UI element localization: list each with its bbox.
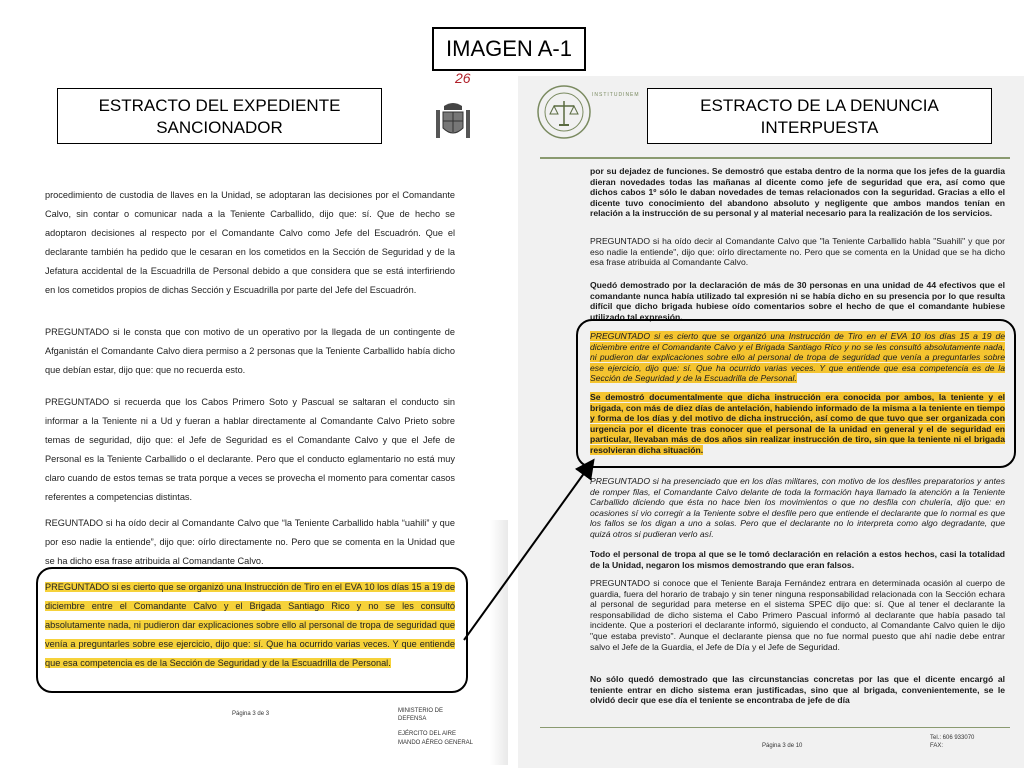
left-footer-army: EJÉRCITO DEL AIRE bbox=[398, 731, 457, 737]
left-paragraph-2: PREGUNTADO si le consta que con motivo de un operativo por la llegada de un contingente de Afganistán el Comandante Calvo diera permiso a 2 personas que la Teniente Carballido había dicho que debían estar, dijo que: que no recuerda esto. bbox=[45, 327, 455, 375]
right-paragraph-2: PREGUNTADO si ha oído decir al Comandante Calvo que "la Teniente Carballido habla "Suahili" y que por eso nadie la entiende", dijo que: oírlo directamente no. Pero que se comenta en la Unidad que se ha dicho esa frase atribuida al Comandante Calvo. bbox=[590, 236, 1005, 268]
right-paragraph-8: PREGUNTADO si conoce que el Teniente Baraja Fernández entrara en determinada ocasión al cuerpo de guardia, fuera del horario de trabajo y sin tener ninguna responsabilidad relacionada con la Sección echara al personal de seguridad para meterse en el sistema SPEC dijo que: sí. Que al tener el declarante la responsabilidad de dicho sistema el Cabo Primero Pascual informó al declarante que había pasado tal incidente. Que a posteriori el declarante informó, siguiendo el conducto, al Comandante Calvo quien le dijo "que estaba previsto". Aunque el declarante piensa que no fue normal puesto que ahí nadie debe entrar salvo el Jefe de la Guardia, el Jefe de Día y el Jefe de Seguridad. bbox=[590, 578, 1005, 652]
right-highlighted-question: PREGUNTADO si es cierto que se organizó una Instrucción de Tiro en el EVA 10 los días 15 a 19 de diciembre entre el Comandante Calvo y el Brigada Santiago Rico y no se les consultó absolutamente nada, ni pudieron dar explicaciones sobre ello al personal de tropa de seguridad que venía a preguntarles sobre ese ejercicio, dijo que: sí. Que ha ocurrido varias veces. Y que entiende que esa competencia es de la Sección de Seguridad y de la Escuadrilla de Personal. bbox=[590, 331, 1005, 384]
right-page-label: Página 3 de 10 bbox=[762, 743, 803, 749]
right-paragraph-9: No sólo quedó demostrado que las circunstancias concretas por las que el dicente encargó al teniente entrar en dicho sistema eran justificadas, sino que al brigada, convenientemente, se le olvidó decir que ese día el teniente se encontraba de jefe de día bbox=[590, 674, 1005, 706]
right-paragraph-3: Quedó demostrado por la declaración de más de 30 personas en una unidad de 44 efectivos que el comandante nunca había utilizado tal expresión ni se había dicho en su presencia por lo que resulta difícil que dicho brigada hubiese oído comentarios sobre el hecho de que el comandante hubiese utilizado tal expresión. bbox=[590, 280, 1005, 322]
left-footer-command: MANDO AÉREO GENERAL bbox=[398, 740, 474, 746]
logo-text: INSTITUDINEM bbox=[592, 92, 640, 98]
right-paragraph-7: Todo el personal de tropa al que se le tomó declaración en relación a estos hechos, casi la totalidad de la Unidad, negaron los mismos demostrando que eran falsos. bbox=[590, 549, 1005, 570]
right-title-line2: INTERPUESTA bbox=[760, 118, 879, 137]
left-title-line1: ESTRACTO DEL EXPEDIENTE bbox=[98, 96, 341, 115]
left-page-label: Página 3 de 3 bbox=[232, 711, 270, 717]
right-paragraph-6: PREGUNTADO si ha presenciado que en los días militares, con motivo de los desfiles preparatorios y antes de romper filas, el Comandante Calvo delante de toda la formación haya llamado la atención a la Teniente Carballido diciendo que ésta no hace bien los movimientos o que no desfila con chulería, dijo que: en ocasiones sí vio corregir a la Teniente sobre el desfile pero que entiende el declarante que lo normal es que los fallos se los digan a uno a solas. Pero que el declarante no lo interpreta como algo degradante, que quizá otros si pudieran verlo así. bbox=[590, 476, 1005, 539]
right-fax: FAX: bbox=[930, 743, 944, 749]
left-paragraph-4: REGUNTADO si ha oído decir al Comandante Calvo que “la Teniente Carballido habla “uahili” y que por eso nadie la entiende”, dijo que: oírlo directamente no. Pero que se comenta en la Unidad que se ha dicho esa frase atribuida al Comandante Calvo. bbox=[45, 518, 455, 566]
left-paragraph-1: procedimiento de custodia de llaves en la Unidad, se adoptaran las decisiones por el Comandante Calvo, sin contar o comunicar nada a la Teniente Carballido, dijo que: sí. Que de hecho se adoptaron decisiones al respecto por el Comandante Calvo como Jefe del Escuadrón. Que el declarante también ha pedido que le cesaran en los cometidos en la Sección de Seguridad y de la Jefatura accidental de la Escuadrilla de Personal debido a que considera que se está interfiriendo en los cometidos propios de dichas Sección y Escuadrilla por parte del Jefe del Escuadrón. bbox=[45, 190, 455, 295]
right-highlighted-answer: Se demostró documentalmente que dicha instrucción era conocida por ambos, la teniente y el brigada, con más de diez días de antelación, habiendo informado de la misma a la teniente en tiempo y forma de los días y del motivo de dicha instrucción, así como de que tuvo que ser organizada con urgencia por el dicente tras conocer que el personal de la unidad en general y el de seguridad en particular, llevaban más de dos años sin realizar instrucción de tiro, sin que la teniente ni el brigada resolvieran dicha situación. bbox=[590, 392, 1005, 455]
right-phone: Tel.: 606 933070 bbox=[930, 735, 975, 741]
right-paragraph-1: por su dejadez de funciones. Se demostró que estaba dentro de la norma que los jefes de la guardia dieran novedades todas las mañanas al dicente como jefe de seguridad que era, así como que dichos cabos 1º sólo le daban novedades de temas relacionados con la seguridad. Gracias a ello el dicente tuvo conocimiento del abandono absoluto y negligente que ambos mandos tenían en relación a la instrucción de su personal y al material necesario para la realización de los servicios. bbox=[590, 166, 1005, 219]
left-footer-ministry: MINISTERIO DE DEFENSA bbox=[398, 708, 444, 722]
handwritten-mark: 26 bbox=[455, 70, 471, 86]
left-highlighted-text: PREGUNTADO si es cierto que se organizó una Instrucción de Tiro en el EVA 10 los días 15 a 19 de diciembre entre el Comandante Calvo y el Brigada Santiago Rico y no se les consultó absolutamente nada, ni pudieron dar explicaciones sobre ello al personal de tropa de seguridad que venía a preguntarles sobre ese ejercicio, dijo que: sí. Que ha ocurrido varias veces. Y que entiende que esa competencia es de la Sección de Seguridad y de la Escuadrilla de Personal. bbox=[45, 582, 455, 668]
main-title: IMAGEN A-1 bbox=[432, 27, 586, 71]
right-title-line1: ESTRACTO DE LA DENUNCIA bbox=[700, 96, 939, 115]
left-title-line2: SANCIONADOR bbox=[156, 118, 283, 137]
left-paragraph-3: PREGUNTADO si recuerda que los Cabos Primero Soto y Pascual se saltaran el conducto sin informar a la Teniente ni a Ud y fueran a hablar directamente al Comandante Calvo Prieto sobre temas de seguridad, dijo que: el Jefe de Seguridad es el Comandante Calvo y que el Jefe de Personal es la Teniente Carballido o el declarante. Pero que el conducto eglamentario no está muy claro cuando de estos temas se trata porque a veces se provecha el momento para comentar casos referentes a competencias distintas. bbox=[45, 397, 455, 502]
